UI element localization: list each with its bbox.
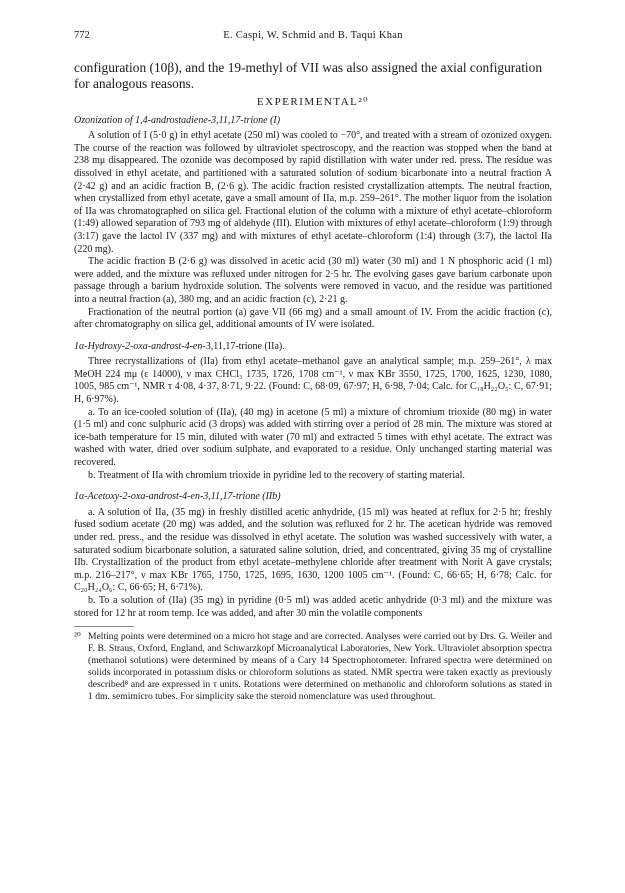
section-hydroxy-trione	[74, 341, 552, 483]
running-header	[74, 30, 552, 46]
footnote-text: Melting points were determined on a micro hot stage and are corrected. Analyses were carried out by Drs. G. Weiler and F. B. Straus, Oxford, England, and Schwarzkopf Microanalytical Laboratories, New York. Ultraviolet absorption spectra (methanol solutions) were determined by means of a Cary 14 Spectrophotometer. Infrared spectra were determined on solids incorporated in potassium disks or chloroform solutions as stated. NMR spectra were taken exactly as previously described⁸ and are expressed in τ units. Rotations were determined on methanolic and chloroform solutions as stated in 1 dm. semimicro tubes. For simplicity sake the steroid nomenclature was used throughout.	[88, 631, 552, 703]
section-ozonization	[74, 115, 552, 332]
section-heading	[74, 491, 552, 504]
paragraph: a. A solution of IIa, (35 mg) in freshly distilled acetic anhydride, (15 ml) was heated at reflux for 2·5 hr; freshly fused sodium acetate (20 mg) was added, and the solution was refluxed for 2 hr. The acetican hydride was removed under red. press., and the residue was dissolved in ethyl acetate. The solution was washed successively with water, a saturated sodium bicarbonate solution, a saturated saline solution, dried, and concentrated, giving 35 mg of crystalline IIb. Crystallization of the product from ethyl acetate–methylene chloride after treatment with Norit A gave crystals; m.p. 216–217°, ν max KBr 1765, 1750, 1725, 1695, 1630, 1200 1005 cm⁻¹. (Found: C, 66·65; H, 6·78; Calc. for C₂₀H₂₄O₆: C, 66·65; H, 6·71%).	[74, 506, 552, 594]
section-heading	[74, 115, 552, 128]
heading-name: 3,11,17-trione (IIa).	[205, 340, 285, 352]
heading-italic: 1α-Acetoxy-2-oxa-androst-4-en-	[74, 491, 204, 503]
section-title-experimental: EXPERIMENTAL²⁰	[256, 96, 370, 108]
paragraph: a. To an ice-cooled solution of (IIa), (40 mg) in acetone (5 ml) a mixture of chromium trioxide (80 mg) in water (1·5 ml) and conc sulphuric acid (3 drops) was added with stirring over a period of 28 min. The mixture was stored at ice-bath temperature for 15 min, diluted with water (70 ml) and extracted 5 times with ethyl acetate. The extract was washed with water, dried over sodium sulphate, and evaporated to a residue. Only unchanged starting material was recovered.	[74, 406, 552, 469]
paragraph: b. To a solution of (IIa) (35 mg) in pyridine (0·5 ml) was added acetic anhydride (0·3 ml) and the mixture was stored for 12 hr at room temp. Ice was added, and after 30 min the volatile components	[74, 594, 552, 619]
section-heading	[74, 341, 552, 354]
lead-paragraph: configuration (10β), and the 19-methyl of VII was also assigned the axial configuration for analogous reasons.	[74, 60, 543, 91]
footnote-marker: ²⁰	[74, 631, 81, 643]
paragraph: b. Treatment of IIa with chromium trioxide in pyridine led to the recovery of starting material.	[88, 469, 465, 481]
page-number: 772	[74, 30, 90, 41]
heading-italic: 1α-Hydroxy-2-oxa-androst-4-en-	[74, 340, 206, 352]
heading-name: 3,11,17-trione (IIb)	[203, 491, 281, 503]
article-body	[74, 60, 552, 703]
heading-name: 1,4-androstadiene-3,11,17-trione (I)	[135, 114, 281, 126]
paragraph: A solution of I (5·0 g) in ethyl acetate (250 ml) was cooled to −70°, and treated with a stream of ozonized oxygen. The course of the reaction was followed by ultraviolet spectroscopy, and the reaction was stopped when the band at 238 mμ disappeared. The ozonide was decomposed by rapid distillation with water under red. press. The residue was dissolved in ethyl acetate, and partitioned with a saturated solution of sodium bicarbonate into a neutral fraction A (2·42 g) and an acidic fraction B, (2·6 g). The acidic fraction resisted crystallization attempts. The neutral fraction, when crystallized from ethyl acetate, gave a small amount of IIa, m.p. 259–261°. The mother liquor from the isolation of IIa was chromatographed on silica gel. Fractional elution of the column with a mixture of ethyl acetate–chloroform (1:49) allowed separation of 793 mg of aldehyde (III). Elution with mixtures of ethyl acetate–chloroform (1:9) through (3:17) gave the lactol IV (337 mg) and with mixtures of ethyl acetate–chloroform (1:4) through (3:7), the lactol IIa (220 mg).	[74, 130, 552, 255]
paragraph: The acidic fraction B (2·6 g) was dissolved in acetic acid (30 ml) water (30 ml) and 1 N phosphoric acid (1 ml) were added, and the mixture was refluxed under nitrogen for 2·5 hr. The evolving gases gave barium carbonate upon passage through a barium hydroxide solution. The solvents were removed in vacuo, and the residue was partitioned into a neutral fraction (a), 380 mg, and an acidic fraction (c), 2·21 g.	[74, 256, 552, 305]
paragraph: Fractionation of the neutral portion (a) gave VII (66 mg) and a small amount of IV. From the acidic fraction (c), after chromatography on silica gel, additional amounts of IV were isolated.	[74, 306, 552, 331]
footnote-rule	[74, 626, 134, 627]
footnote	[74, 631, 552, 703]
section-acetoxy-trione	[74, 491, 552, 620]
heading-italic: Ozonization of	[74, 114, 136, 126]
paragraph: Three recrystallizations of (IIa) from ethyl acetate–methanol gave an analytical sample; m.p. 259–261°, λ max MeOH 224 mμ (ε 14000), ν max CHCl₃ 1735, 1726, 1708 cm⁻¹, ν max KBr 3550, 1725, 1700, 1625, 1230, 1080, 1005, 985 cm⁻¹, NMR τ 4·08, 4·37, 8·71, 9·22. (Found: C, 68·09, 67·97; H, 6·98, 7·04; Calc. for C₁₈H₂₂O₅: C, 67·91; H, 6·97%).	[74, 356, 552, 406]
running-header-authors: E. Caspi, W. Schmid and B. Taqui Khan	[223, 30, 403, 41]
